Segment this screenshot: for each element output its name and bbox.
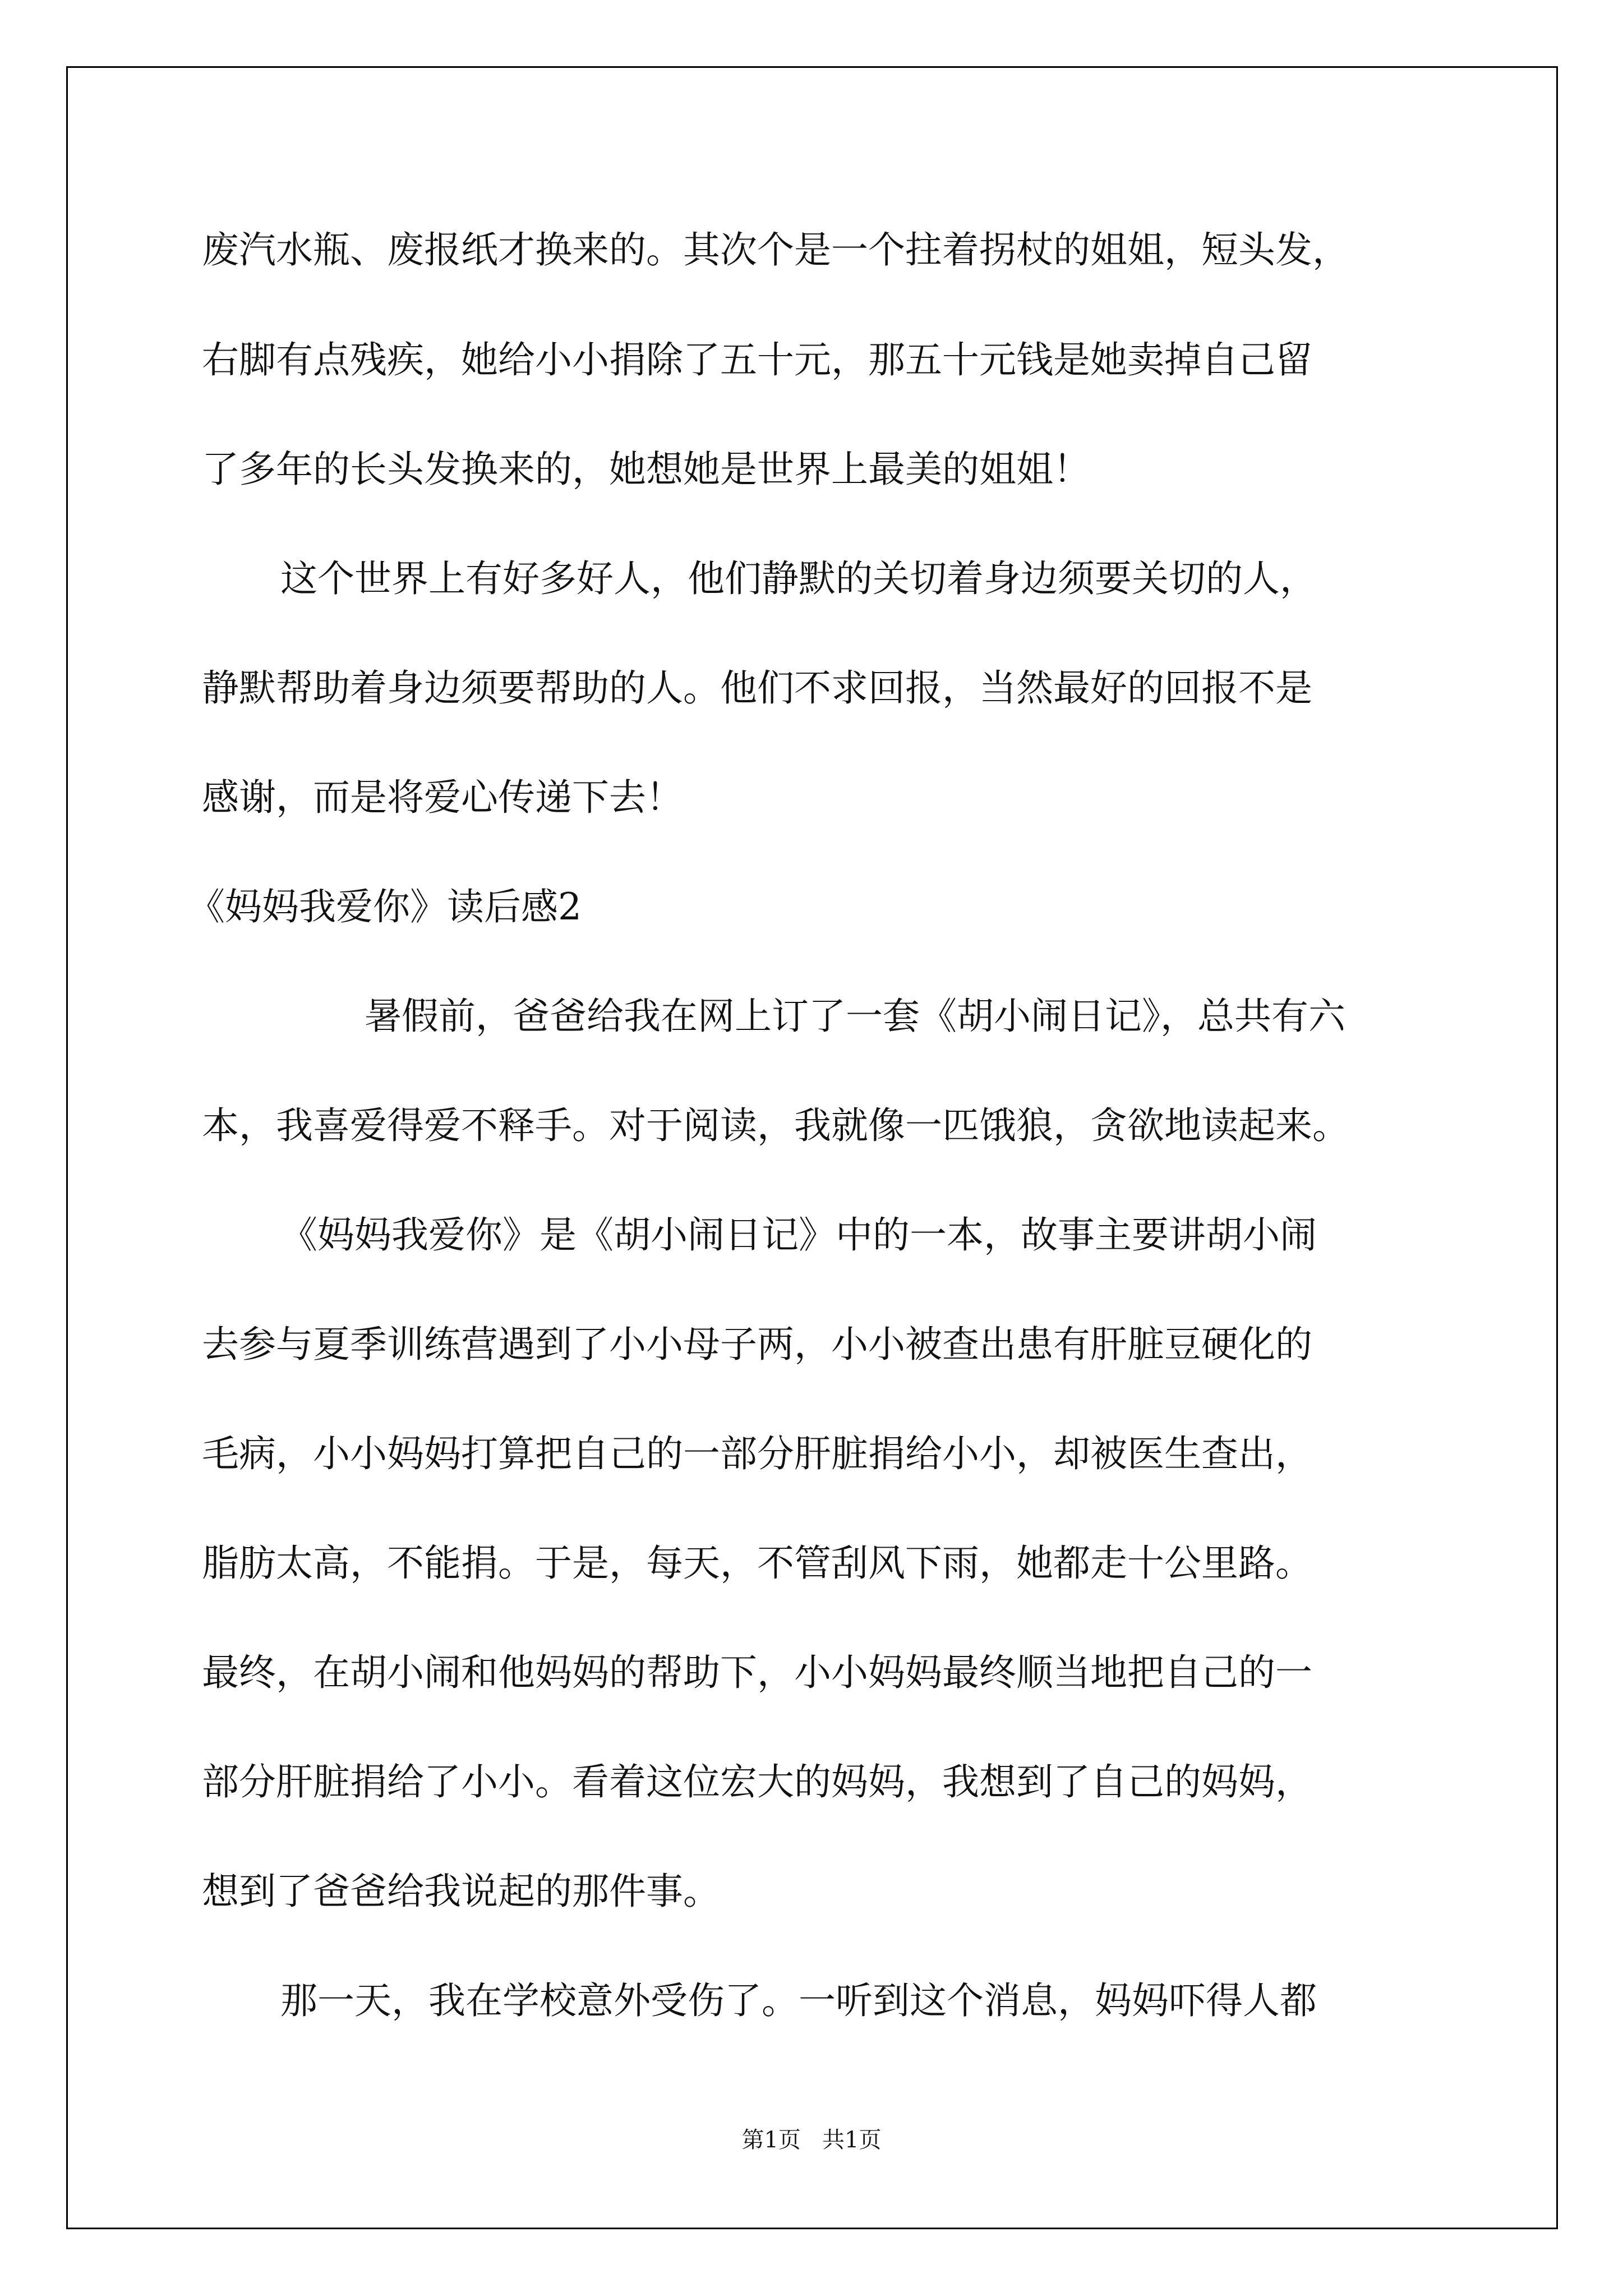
body-line: 去参与夏季训练营遇到了小小母子两，小小被查出患有肝脏豆硬化的 (202, 1323, 1312, 1366)
body-line: 感谢，而是将爱心传递下去！ (202, 776, 683, 819)
section-heading: 《妈妈我爱你》读后感2 (188, 885, 582, 928)
body-line: 废汽水瓶、废报纸才换来的。其次个是一个拄着拐杖的姐姐，短头发， (202, 228, 1349, 272)
body-line: 了多年的长头发换来的，她想她是世界上最美的姐姐！ (202, 448, 1090, 491)
body-line: 静默帮助着身边须要帮助的人。他们不求回报，当然最好的回报不是 (202, 666, 1312, 710)
body-line: 最终，在胡小闹和他妈妈的帮助下，小小妈妈最终顺当地把自己的一 (202, 1651, 1312, 1694)
body-line: 这个世界上有好多好人，他们静默的关切着身边须要关切的人， (280, 557, 1317, 600)
body-line: 那一天，我在学校意外受伤了。一听到这个消息，妈妈吓得人都 (280, 1979, 1317, 2022)
body-line: 暑假前，爸爸给我在网上订了一套《胡小闹日记》，总共有六 (365, 995, 1345, 1038)
body-line: 右脚有点残疾，她给小小捐除了五十元，那五十元钱是她卖掉自己留 (202, 338, 1312, 381)
body-line: 部分肝脏捐给了小小。看着这位宏大的妈妈，我想到了自己的妈妈， (202, 1760, 1312, 1803)
body-line: 毛病，小小妈妈打算把自己的一部分肝脏捐给小小，却被医生查出， (202, 1432, 1312, 1475)
page-footer: 第1页 共1页 (741, 2127, 882, 2153)
body-line: 本，我喜爱得爱不释手。对于阅读，我就像一匹饿狼，贪欲地读起来。 (202, 1104, 1349, 1147)
body-line: 想到了爸爸给我说起的那件事。 (202, 1870, 720, 1913)
body-line: 脂肪太高，不能捐。于是，每天，不管刮风下雨，她都走十公里路。 (202, 1542, 1312, 1585)
body-line: 《妈妈我爱你》是《胡小闹日记》中的一本，故事主要讲胡小闹 (280, 1213, 1317, 1257)
